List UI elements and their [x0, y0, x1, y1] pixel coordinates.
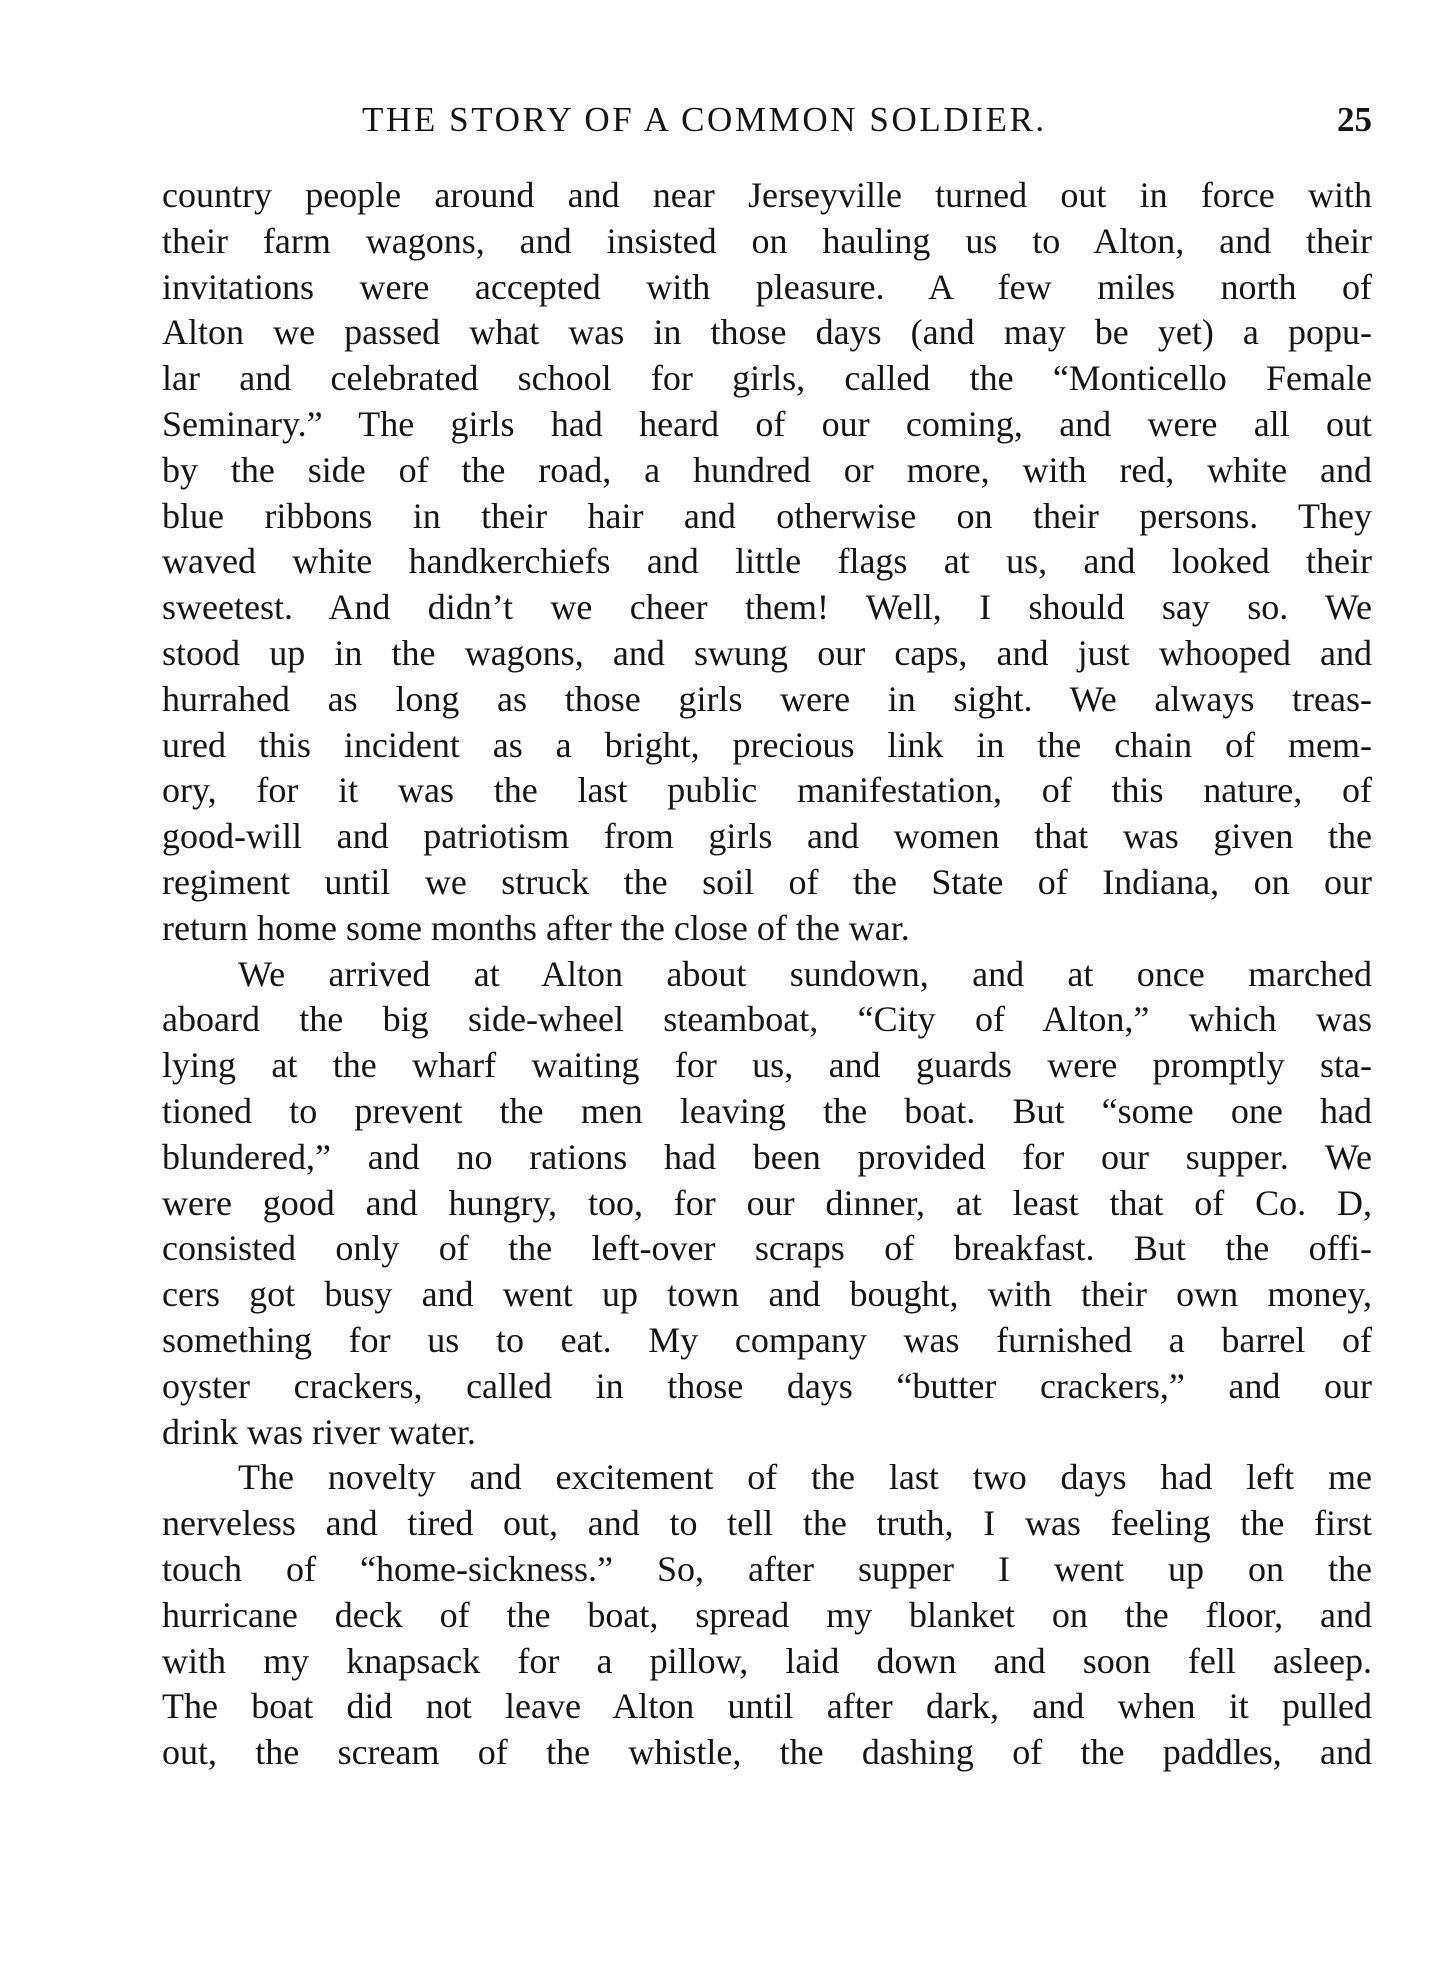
running-title: THE STORY OF A COMMON SOLDIER.: [362, 100, 1047, 139]
text-line: their farm wagons, and insisted on hauling us to Alton, and their: [162, 220, 1372, 261]
text-line: nerveless and tired out, and to tell the truth, I was feeling the first: [162, 1503, 1372, 1544]
text-line: by the side of the road, a hundred or more, with red, white and: [162, 449, 1372, 490]
text-line: Alton we passed what was in those days (and may be yet) a popu-: [162, 312, 1372, 353]
page-number: 25: [1337, 100, 1372, 139]
text-line: something for us to eat. My company was furnished a barrel of: [162, 1319, 1372, 1360]
text-line: The novelty and excitement of the last two days had left me: [238, 1457, 1372, 1498]
text-line: blundered,” and no rations had been provided for our supper. We: [162, 1136, 1372, 1177]
text-line: The boat did not leave Alton until after dark, and when it pulled: [162, 1686, 1372, 1727]
text-line: good-will and patriotism from girls and women that was given the: [162, 816, 1372, 857]
text-line: invitations were accepted with pleasure. A few miles north of: [162, 266, 1372, 307]
text-line: were good and hungry, too, for our dinner, at least that of Co. D,: [162, 1182, 1372, 1223]
text-line: regiment until we struck the soil of the State of Indiana, on our: [162, 861, 1372, 902]
text-line: blue ribbons in their hair and otherwise on their persons. They: [162, 495, 1372, 536]
paragraph-2: [162, 952, 1372, 1456]
text-line: ory, for it was the last public manifestation, of this nature, of: [162, 770, 1372, 811]
text-line: country people around and near Jerseyville turned out in force with: [162, 175, 1372, 215]
text-line: stood up in the wagons, and swung our caps, and just whooped and: [162, 632, 1372, 673]
text-line: aboard the big side-wheel steamboat, “City of Alton,” which was: [162, 999, 1372, 1040]
text-line: out, the scream of the whistle, the dashing of the paddles, and: [162, 1732, 1372, 1773]
text-line: lar and celebrated school for girls, called the “Monticello Female: [162, 358, 1372, 399]
text-line: tioned to prevent the men leaving the boat. But “some one had: [162, 1090, 1372, 1131]
text-line: return home some months after the close of the war.: [162, 907, 910, 948]
text-line: hurricane deck of the boat, spread my blanket on the floor, and: [162, 1594, 1372, 1635]
text-line: touch of “home-sickness.” So, after supper I went up on the: [162, 1548, 1372, 1589]
text-line: oyster crackers, called in those days “butter crackers,” and our: [162, 1365, 1372, 1406]
text-line: Seminary.” The girls had heard of our coming, and were all out: [162, 403, 1372, 444]
running-head: [162, 100, 1372, 150]
text-line: drink was river water.: [162, 1411, 476, 1452]
body-text: [162, 173, 1372, 1776]
text-line: waved white handkerchiefs and little flags at us, and looked their: [162, 541, 1372, 582]
text-line: ured this incident as a bright, precious link in the chain of mem-: [162, 724, 1372, 765]
text-line: sweetest. And didn’t we cheer them! Well, I should say so. We: [162, 587, 1372, 628]
text-line: We arrived at Alton about sundown, and at once marched: [238, 953, 1372, 994]
paragraph-3: [162, 1455, 1372, 1776]
text-line: consisted only of the left-over scraps of breakfast. But the offi-: [162, 1228, 1372, 1269]
text-line: lying at the wharf waiting for us, and guards were promptly sta-: [162, 1045, 1372, 1086]
paragraph-1: [162, 173, 1372, 952]
text-line: with my knapsack for a pillow, laid down and soon fell asleep.: [162, 1640, 1372, 1681]
text-line: cers got busy and went up town and bought, with their own money,: [162, 1274, 1372, 1315]
text-line: hurrahed as long as those girls were in sight. We always treas-: [162, 678, 1372, 719]
